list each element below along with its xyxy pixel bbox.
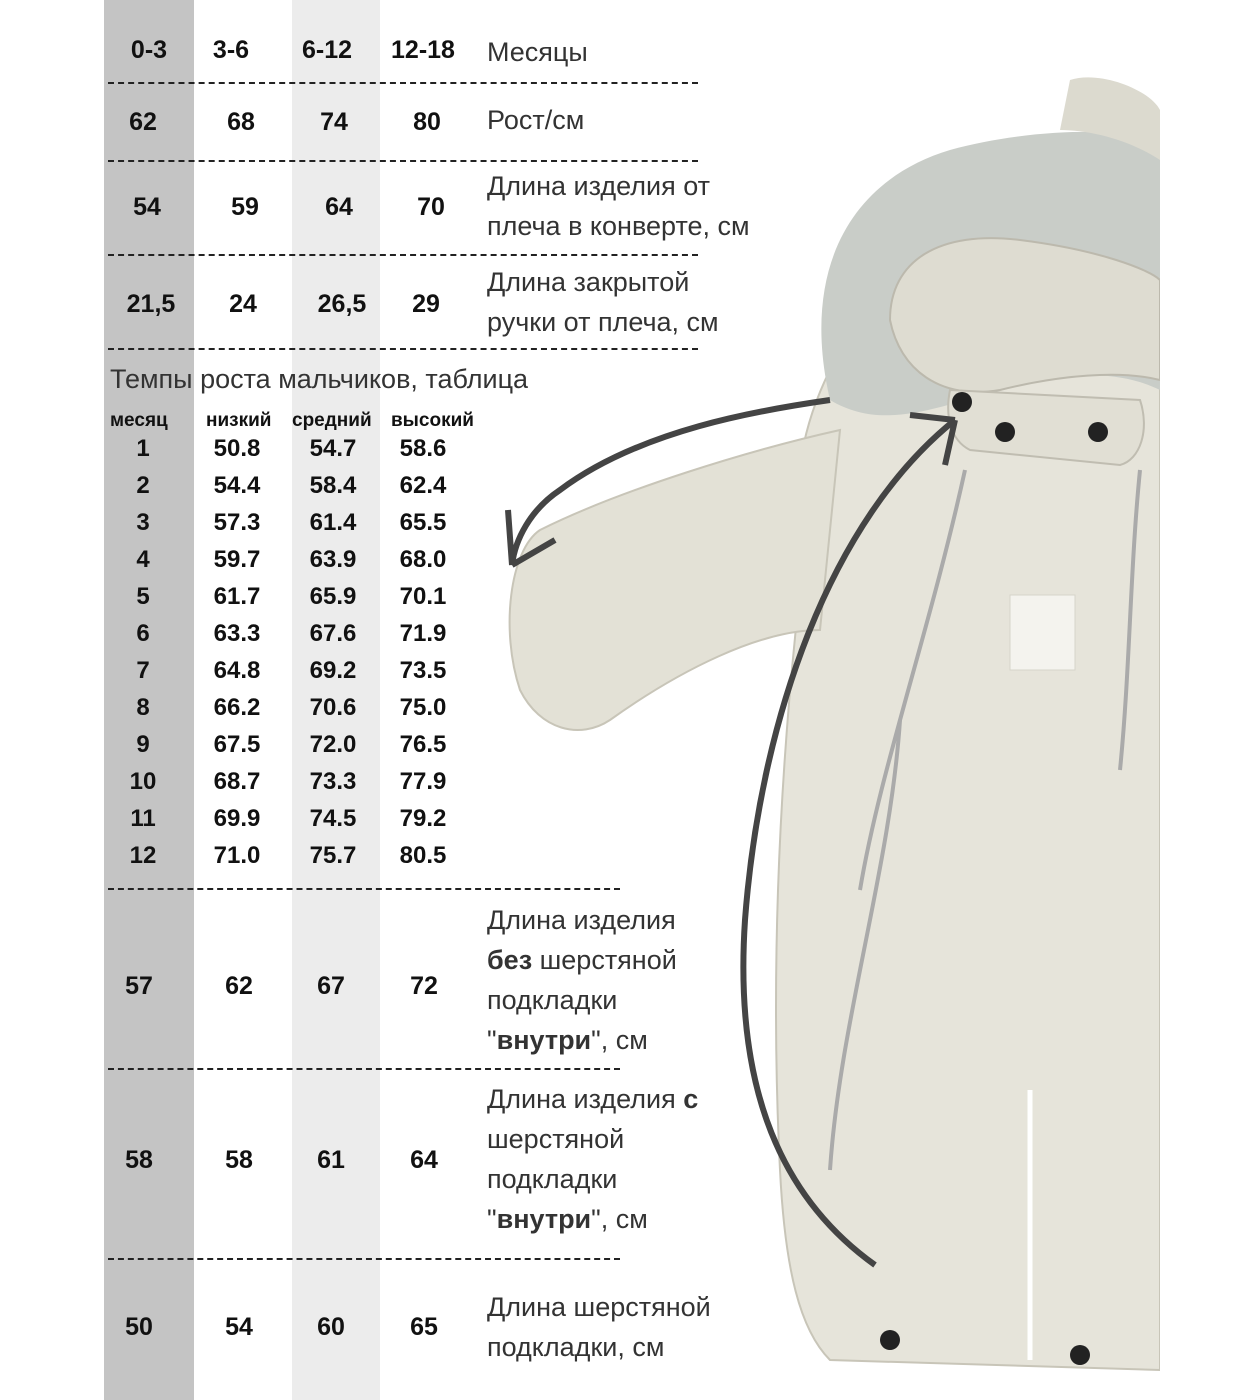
growth-header-month: месяц [110, 410, 168, 431]
label-line: подкладки [487, 1164, 618, 1194]
height-3-6: 68 [227, 108, 255, 136]
growth-cell-month: 10 [129, 768, 157, 795]
size-header-6-12: 6-12 [301, 36, 353, 64]
length-no-lining-6-12: 67 [317, 972, 345, 1000]
growth-cell-high: 75.0 [399, 694, 447, 721]
growth-cell-month: 9 [136, 731, 150, 758]
length-envelope-0-3: 54 [133, 193, 161, 221]
length-envelope-6-12: 64 [325, 193, 353, 221]
growth-cell-high: 62.4 [399, 472, 447, 499]
row-label-length-no-lining [487, 900, 677, 1060]
label-line: ручки от плеча, см [487, 307, 719, 337]
growth-cell-mid: 75.7 [309, 842, 357, 869]
growth-cell-high: 68.0 [399, 546, 447, 573]
label-text: ", см [591, 1204, 648, 1234]
length-with-lining-3-6: 58 [225, 1146, 253, 1174]
growth-cell-high: 77.9 [399, 768, 447, 795]
divider [108, 254, 698, 256]
growth-cell-month: 1 [136, 435, 150, 462]
bold-word: внутри [496, 1204, 592, 1234]
growth-cell-mid: 65.9 [309, 583, 357, 610]
growth-cell-high: 79.2 [399, 805, 447, 832]
label-line [487, 940, 677, 980]
size-header-3-6: 3-6 [212, 36, 250, 64]
bold-word: внутри [496, 1025, 592, 1055]
growth-cell-high: 80.5 [399, 842, 447, 869]
growth-cell-low: 54.4 [213, 472, 261, 499]
row-label-height: Рост/см [487, 105, 585, 135]
label-text: ", см [591, 1025, 648, 1055]
label-line [487, 1020, 677, 1060]
size-header-0-3: 0-3 [130, 36, 168, 64]
divider [108, 160, 698, 162]
label-text: " [487, 1025, 497, 1055]
growth-table-title: Темпы роста мальчиков, таблица [110, 364, 529, 394]
growth-cell-high: 58.6 [399, 435, 447, 462]
growth-cell-mid: 73.3 [309, 768, 357, 795]
label-line: Длина изделия [487, 905, 676, 935]
label-line [487, 1079, 698, 1119]
lining-length-12-18: 65 [410, 1313, 438, 1341]
length-no-lining-3-6: 62 [225, 972, 253, 1000]
label-line [487, 1199, 698, 1239]
growth-header-high: высокий [391, 410, 474, 431]
growth-cell-month: 8 [136, 694, 150, 721]
growth-cell-month: 5 [136, 583, 150, 610]
size-header-12-18: 12-18 [391, 36, 455, 64]
growth-cell-month: 2 [136, 472, 150, 499]
growth-cell-month: 11 [130, 805, 156, 832]
growth-cell-month: 12 [129, 842, 157, 869]
label-line: Длина изделия от [487, 171, 711, 201]
growth-cell-mid: 74.5 [309, 805, 357, 832]
height-6-12: 74 [320, 108, 348, 136]
row-label-length-with-lining [487, 1079, 698, 1239]
growth-cell-mid: 67.6 [309, 620, 357, 647]
growth-cell-low: 71.0 [213, 842, 261, 869]
label-line: подкладки, см [487, 1332, 665, 1362]
divider [108, 348, 698, 350]
growth-cell-low: 63.3 [213, 620, 261, 647]
growth-cell-mid: 70.6 [309, 694, 357, 721]
label-line: подкладки [487, 985, 618, 1015]
growth-cell-low: 64.8 [213, 657, 261, 684]
row-label-length-envelope [487, 166, 750, 246]
length-with-lining-12-18: 64 [410, 1146, 438, 1174]
growth-cell-month: 4 [136, 546, 150, 573]
growth-cell-low: 66.2 [213, 694, 261, 721]
growth-cell-low: 50.8 [213, 435, 261, 462]
growth-header-mid: средний [292, 410, 372, 431]
growth-cell-mid: 58.4 [309, 472, 357, 499]
growth-cell-month: 7 [136, 657, 150, 684]
growth-cell-month: 6 [136, 620, 150, 647]
label-line: шерстяной [487, 1124, 625, 1154]
sleeve-length-0-3: 21,5 [126, 290, 176, 318]
length-with-lining-6-12: 61 [317, 1146, 345, 1174]
label-text: " [487, 1204, 497, 1234]
length-envelope-12-18: 70 [417, 193, 445, 221]
divider [108, 1068, 620, 1070]
divider [108, 82, 698, 84]
lining-length-3-6: 54 [225, 1313, 253, 1341]
length-envelope-3-6: 59 [231, 193, 259, 221]
lining-length-6-12: 60 [317, 1313, 345, 1341]
growth-cell-low: 61.7 [213, 583, 261, 610]
row-label-sleeve-length [487, 262, 719, 342]
length-no-lining-0-3: 57 [125, 972, 153, 1000]
label-text: Длина изделия [487, 1084, 684, 1114]
growth-cell-mid: 72.0 [309, 731, 357, 758]
growth-cell-low: 57.3 [213, 509, 261, 536]
growth-cell-low: 69.9 [213, 805, 261, 832]
growth-cell-high: 76.5 [399, 731, 447, 758]
row-label-months: Месяцы [487, 37, 588, 67]
length-with-lining-0-3: 58 [125, 1146, 153, 1174]
growth-cell-high: 71.9 [399, 620, 447, 647]
growth-cell-low: 59.7 [213, 546, 261, 573]
label-line: Длина закрытой [487, 267, 690, 297]
growth-cell-mid: 54.7 [309, 435, 357, 462]
lining-length-0-3: 50 [125, 1313, 153, 1341]
sleeve-length-12-18: 29 [412, 290, 440, 318]
bold-word: без [487, 945, 533, 975]
row-label-lining-length [487, 1287, 711, 1367]
label-line: Длина шерстяной [487, 1292, 711, 1322]
sleeve-length-3-6: 24 [229, 290, 257, 318]
label-line: плеча в конверте, см [487, 211, 750, 241]
growth-header-low: низкий [206, 410, 272, 431]
growth-cell-mid: 61.4 [309, 509, 357, 536]
growth-cell-mid: 63.9 [309, 546, 357, 573]
sleeve-length-6-12: 26,5 [317, 290, 367, 318]
length-no-lining-12-18: 72 [410, 972, 438, 1000]
label-text: шерстяной [532, 945, 677, 975]
growth-cell-high: 65.5 [399, 509, 447, 536]
height-0-3: 62 [129, 108, 157, 136]
growth-cell-month: 3 [136, 509, 150, 536]
height-12-18: 80 [413, 108, 441, 136]
divider [108, 888, 620, 890]
growth-cell-low: 67.5 [213, 731, 261, 758]
growth-cell-low: 68.7 [213, 768, 261, 795]
divider [108, 1258, 620, 1260]
growth-cell-high: 73.5 [399, 657, 447, 684]
bold-word: с [683, 1084, 699, 1114]
growth-cell-high: 70.1 [399, 583, 447, 610]
growth-cell-mid: 69.2 [309, 657, 357, 684]
